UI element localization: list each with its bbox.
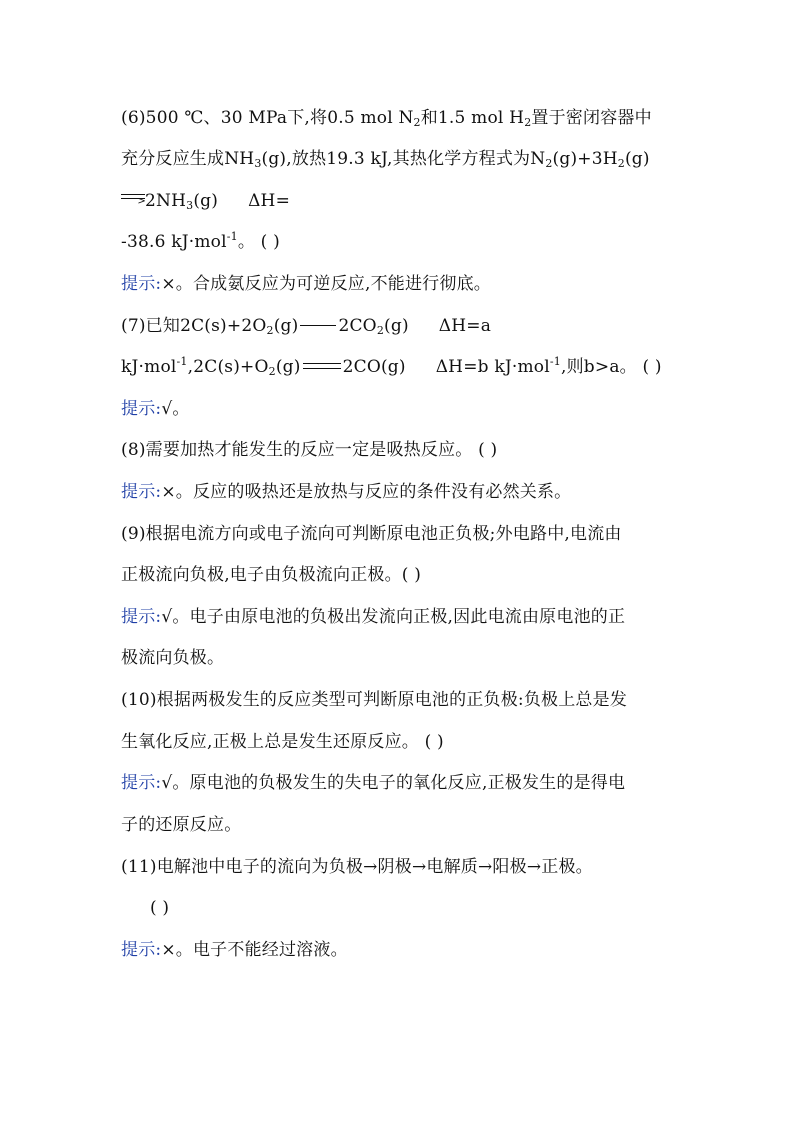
hint-10-line-2: 子的还原反应。 — [121, 815, 242, 835]
hint-label: 提示: — [121, 274, 162, 294]
hint-7: 提示:√。 — [121, 399, 190, 419]
reaction-equals-icon — [303, 363, 341, 369]
question-6-line-2: 充分反应生成$NH_3(g)$,放热19.3 kJ,其热化学方程式为$N_2(g)+3H_2(g)$ — [121, 149, 650, 170]
equilibrium-arrow-icon: > — [121, 193, 145, 203]
question-10-line-1: (10)根据两极发生的反应类型可判断原电池的正负极:负极上总是发 — [121, 690, 628, 710]
hint-label: 提示: — [121, 399, 162, 419]
question-6-line-3: > $2NH_3(g)$ ΔH= — [121, 190, 290, 212]
hint-6: 提示:×。合成氨反应为可逆反应,不能进行彻底。 — [121, 274, 491, 294]
hint-label: 提示: — [121, 607, 162, 627]
question-10-line-2: 生氧化反应,正极上总是发生还原反应。 ( ) — [121, 732, 444, 752]
question-6-line-1: (6)500 ℃、30 MPa下,将0.5 mol $N_2$和1.5 mol $H_2$置于密闭容器中 — [121, 108, 652, 129]
reaction-arrow-icon — [300, 325, 336, 326]
hint-10-line-1: 提示:√。原电池的负极发生的失电子的氧化反应,正极发生的是得电 — [121, 773, 626, 793]
question-9-line-2: 正极流向负极,电子由负极流向正极。( ) — [121, 565, 422, 585]
hint-8: 提示:×。反应的吸热还是放热与反应的条件没有必然关系。 — [121, 482, 572, 502]
question-6-line-4: -38.6 kJ·mol$^{-1}$。 ( ) — [121, 230, 280, 252]
question-8: (8)需要加热才能发生的反应一定是吸热反应。 ( ) — [121, 440, 498, 460]
hint-label: 提示: — [121, 773, 162, 793]
question-9-line-1: (9)根据电流方向或电子流向可判断原电池正负极;外电路中,电流由 — [121, 524, 622, 544]
hint-label: 提示: — [121, 482, 162, 502]
hint-label: 提示: — [121, 940, 162, 960]
question-11-line-2: ( ) — [150, 898, 170, 918]
question-11-line-1: (11)电解池中电子的流向为负极→阴极→电解质→阳极→正极。 — [121, 857, 593, 877]
hint-9-line-2: 极流向负极。 — [121, 648, 225, 668]
hint-11: 提示:×。电子不能经过溶液。 — [121, 940, 348, 960]
hint-9-line-1: 提示:√。电子由原电池的负极出发流向正极,因此电流由原电池的正 — [121, 607, 626, 627]
question-7-line-1: (7)已知$2C(s)+2O_2(g)$ $2CO_2(g)$ ΔH=a — [121, 316, 492, 337]
question-7-line-2: $kJ\cdot mol^{-1},2C(s)+O_2(g)$ 2CO(g) ΔH=b kJ·mol$^{-1}$,则b>a。 ( ) — [121, 355, 662, 378]
